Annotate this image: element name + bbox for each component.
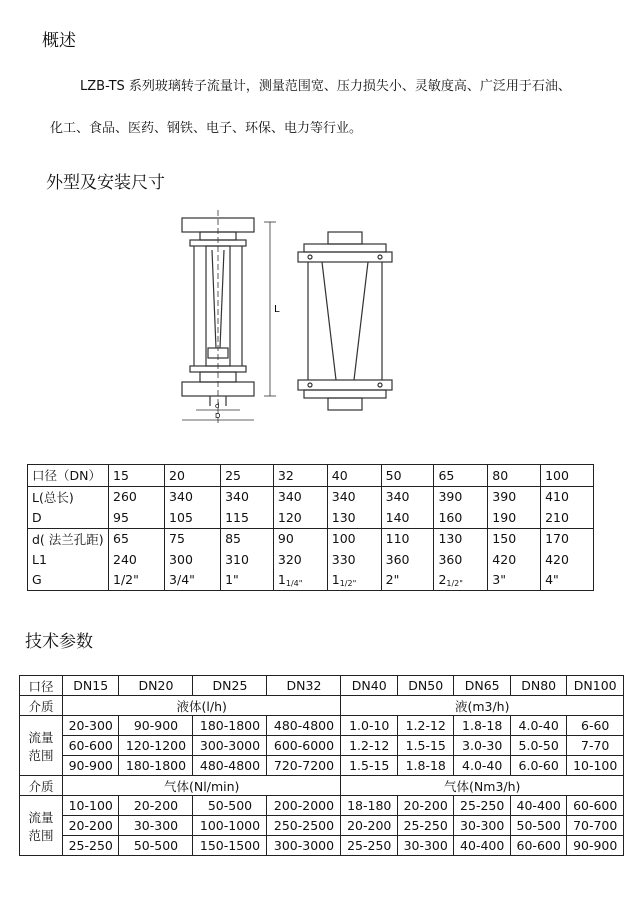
tech-medium-gas-large: 气体(Nm3/h) [341,776,624,796]
dim-cell: 260 [109,486,165,507]
tech-cell: 25-250 [397,816,453,836]
tech-cell: 30-300 [119,816,193,836]
tech-cell: 300-3000 [193,736,267,756]
tech-cell: 20-200 [397,796,453,816]
tech-cell: 60-600 [63,736,119,756]
tech-cell: 60-600 [510,836,566,856]
tech-cell: 6.0-60 [510,756,566,776]
tech-cell: 90-900 [119,716,193,736]
dimension-row [28,486,594,507]
dim-cell: 360 [434,549,488,570]
tech-cell: 1.2-12 [341,736,397,756]
dim-cell: 1/2" [109,570,165,591]
dim-cell: 130 [327,507,381,528]
dim-header-cell: 20 [165,465,221,487]
dim-cell: 120 [273,507,327,528]
tech-cell: 480-4800 [267,716,341,736]
tech-cell: 600-6000 [267,736,341,756]
tech-cell: 100-1000 [193,816,267,836]
tech-cell: 180-1800 [119,756,193,776]
overview-title: 概述 [42,31,76,51]
dim-header-cell: 32 [273,465,327,487]
dimension-header-row [28,465,594,487]
tech-caliber: DN80 [510,676,566,696]
dim-g-whole: 2 [438,571,447,587]
dim-header-label: 口径（DN） [28,465,109,487]
dim-row-label: L1 [28,549,109,570]
overview-text-line-2: 化工、食品、医药、钢铁、电子、环保、电力等行业。 [50,121,363,136]
tech-cell: 90-900 [63,756,119,776]
tech-cell: 40-400 [510,796,566,816]
tech-title: 技术参数 [25,632,93,652]
tech-liquid-row [20,756,624,776]
dim-cell: 330 [327,549,381,570]
tech-cell: 4.0-40 [510,716,566,736]
tech-range-label [20,796,63,856]
dim-cell: 170 [541,528,594,549]
tech-table [19,675,624,856]
tech-medium-label: 介质 [20,776,63,796]
tech-cell: 25-250 [341,836,397,856]
tech-medium-liquid-small: 液体(l/h) [63,696,341,716]
tech-cell: 150-1500 [193,836,267,856]
tech-range-label-1: 流量 [28,729,54,745]
tech-caliber: DN100 [567,676,624,696]
dim-cell: 105 [165,507,221,528]
dim-cell: 340 [327,486,381,507]
tech-gas-row [20,816,624,836]
dim-cell: 2" [381,570,434,591]
dimensions-title: 外型及安装尺寸 [46,173,165,193]
dim-cell: 4" [541,570,594,591]
tech-cell: 20-200 [341,816,397,836]
tech-cell: 1.0-10 [341,716,397,736]
dim-cell: 95 [109,507,165,528]
tech-range-label-2: 范围 [28,747,54,763]
tech-caliber: DN25 [193,676,267,696]
tech-caliber: DN20 [119,676,193,696]
dim-cell: 340 [221,486,274,507]
dim-cell: 150 [488,528,541,549]
dim-header-cell: 50 [381,465,434,487]
tech-medium-row [20,776,624,796]
tech-range-label-1: 流量 [28,809,54,825]
dim-header-cell: 25 [221,465,274,487]
dim-cell: 115 [221,507,274,528]
tech-caliber-row [20,676,624,696]
dim-cell: 390 [488,486,541,507]
drawing-label-d-small: d [215,402,220,410]
dim-g-whole: 1 [277,571,286,587]
dim-row-label: D [28,507,109,528]
dim-cell: 340 [165,486,221,507]
dim-row-label: L(总长) [28,486,109,507]
tech-caliber: DN32 [267,676,341,696]
tech-medium-liquid-large: 液(m3/h) [341,696,624,716]
dim-cell: 410 [541,486,594,507]
dim-cell [273,570,327,591]
tech-cell: 70-700 [567,816,624,836]
dim-cell: 3" [488,570,541,591]
dim-cell: 90 [273,528,327,549]
dim-cell: 340 [381,486,434,507]
dimension-table [27,464,594,591]
dimension-row [28,549,594,570]
tech-medium-gas-small: 气体(Nl/min) [63,776,341,796]
dim-cell: 420 [541,549,594,570]
flowmeter-drawing [170,210,590,430]
tech-cell: 120-1200 [119,736,193,756]
tech-gas-row [20,796,624,816]
dim-cell: 85 [221,528,274,549]
tech-cell: 1.8-18 [454,716,510,736]
tech-cell: 25-250 [63,836,119,856]
dim-header-cell: 100 [541,465,594,487]
dim-cell: 1" [221,570,274,591]
tech-cell: 18-180 [341,796,397,816]
dim-header-cell: 15 [109,465,165,487]
dim-cell: 110 [381,528,434,549]
dim-cell: 3/4" [165,570,221,591]
dim-row-label: G [28,570,109,591]
dim-cell: 140 [381,507,434,528]
tech-cell: 250-2500 [267,816,341,836]
dim-cell: 340 [273,486,327,507]
tech-cell: 30-300 [397,836,453,856]
dim-cell: 420 [488,549,541,570]
tech-cell: 50-500 [193,796,267,816]
tech-cell: 180-1800 [193,716,267,736]
tech-cell: 720-7200 [267,756,341,776]
dim-g-fraction: 1/4" [285,578,303,588]
drawing-label-d-large: D [215,412,221,420]
dim-cell: 320 [273,549,327,570]
tech-cell: 25-250 [454,796,510,816]
tech-cell: 40-400 [454,836,510,856]
tech-cell: 300-3000 [267,836,341,856]
tech-cell: 1.5-15 [341,756,397,776]
dim-cell [327,570,381,591]
tech-liquid-row [20,716,624,736]
tech-caliber: DN40 [341,676,397,696]
tech-cell: 5.0-50 [510,736,566,756]
dimension-row [28,507,594,528]
dim-cell: 130 [434,528,488,549]
tech-range-label-2: 范围 [28,827,54,843]
dim-cell: 390 [434,486,488,507]
dim-header-cell: 40 [327,465,381,487]
tech-cell: 90-900 [567,836,624,856]
dim-cell: 65 [109,528,165,549]
dim-header-cell: 80 [488,465,541,487]
tech-cell: 3.0-30 [454,736,510,756]
tech-cell: 20-300 [63,716,119,736]
tech-cell: 1.5-15 [397,736,453,756]
dim-row-label: d( 法兰孔距) [28,528,109,549]
tech-cell: 1.8-18 [397,756,453,776]
dim-cell: 360 [381,549,434,570]
tech-caliber: DN65 [454,676,510,696]
tech-cell: 10-100 [63,796,119,816]
dim-cell [434,570,488,591]
tech-liquid-row [20,736,624,756]
tech-cell: 50-500 [510,816,566,836]
overview-text-line-1: LZB-TS 系列玻璃转子流量计，测量范围宽、压力损失小、灵敏度高、广泛用于石油、 [80,79,571,94]
dim-cell: 210 [541,507,594,528]
tech-caliber: DN15 [63,676,119,696]
tech-medium-row [20,696,624,716]
dim-cell: 100 [327,528,381,549]
tech-cell: 1.2-12 [397,716,453,736]
dim-cell: 240 [109,549,165,570]
dimension-row [28,570,594,591]
tech-cell: 4.0-40 [454,756,510,776]
tech-cell: 60-600 [567,796,624,816]
tech-cell: 200-2000 [267,796,341,816]
dim-cell: 300 [165,549,221,570]
tech-cell: 20-200 [63,816,119,836]
tech-medium-label: 介质 [20,696,63,716]
tech-cell: 6-60 [567,716,624,736]
drawing-label-l: L [274,304,280,315]
dimension-row [28,528,594,549]
dim-cell: 75 [165,528,221,549]
tech-cell: 10-100 [567,756,624,776]
tech-range-label [20,716,63,776]
dim-g-whole: 1 [331,571,340,587]
tech-caliber-label: 口径 [20,676,63,696]
tech-cell: 30-300 [454,816,510,836]
dim-g-fraction: 1/2" [339,578,357,588]
dim-cell: 160 [434,507,488,528]
tech-caliber: DN50 [397,676,453,696]
dim-cell: 190 [488,507,541,528]
dim-cell: 310 [221,549,274,570]
tech-cell: 480-4800 [193,756,267,776]
dim-g-fraction: 1/2" [446,578,463,588]
dim-header-cell: 65 [434,465,488,487]
tech-cell: 7-70 [567,736,624,756]
tech-cell: 20-200 [119,796,193,816]
tech-cell: 50-500 [119,836,193,856]
tech-gas-row [20,836,624,856]
